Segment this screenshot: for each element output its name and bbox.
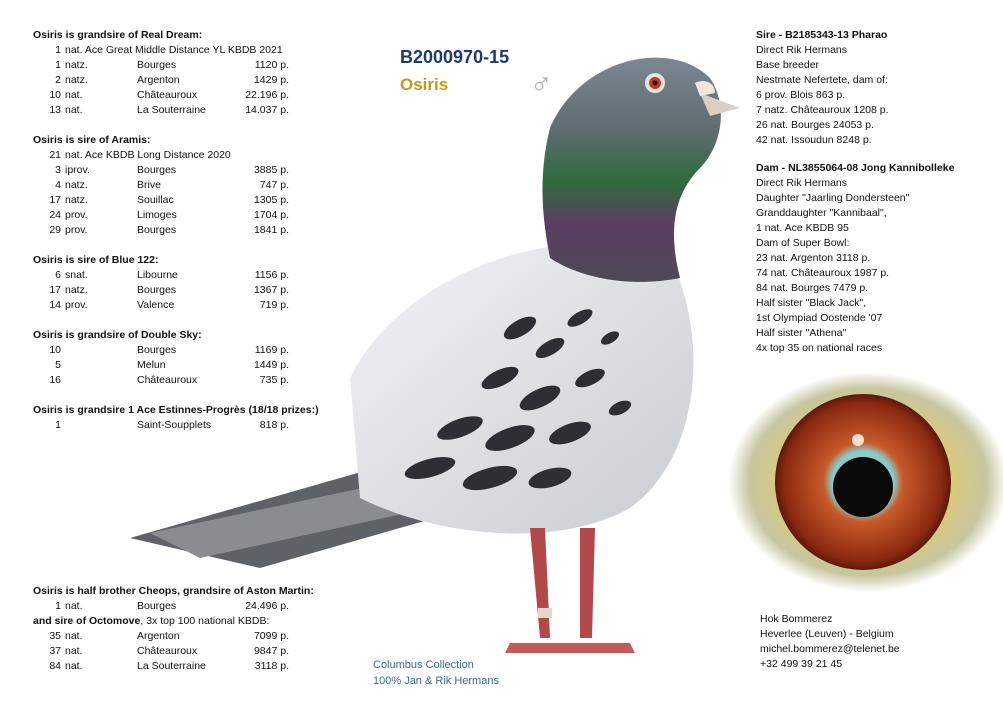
dam-line: Direct Rik Hermans <box>756 177 848 189</box>
subheading-rest: , 3x top 100 national KBDB: <box>140 615 270 627</box>
result-race: Bourges <box>137 59 177 71</box>
result-race: Bourges <box>137 284 177 296</box>
result-birds: 7099 p. <box>253 630 289 642</box>
result-level: natz. <box>65 59 88 71</box>
location: Heverlee (Leuven) - Belgium <box>760 628 894 640</box>
result-race: Argenton <box>137 630 180 642</box>
dam-line: 1 nat. Ace KBDB 95 <box>756 222 849 234</box>
dam-line: Half sister "Black Jack", <box>756 297 867 309</box>
result-level: nat. Ace KBDB Long Distance 2020 <box>65 149 231 161</box>
result-place: 29 <box>49 224 61 236</box>
result-place: 3 <box>55 164 61 176</box>
pigeon-eye-closeup <box>718 362 1003 592</box>
dam-line: Half sister "Athena" <box>756 327 847 339</box>
result-place: 21 <box>49 149 61 161</box>
section-heading: Osiris is grandsire 1 Ace Estinnes-Progrès (18/18 prizes:) <box>33 404 319 416</box>
loft-name: Hok Bommerez <box>760 613 833 625</box>
dam-heading: Dam - NL3855064-08 Jong Kannibolleke <box>756 162 955 174</box>
dam-line: 23 nat. Argenton 3118 p. <box>756 252 871 264</box>
result-race: Châteauroux <box>137 89 198 101</box>
pigeon-photo <box>110 38 750 678</box>
sire-line: 7 natz. Châteauroux 1208 p. <box>756 104 889 116</box>
sire-line: 42 nat. Issoudun 8248 p. <box>756 134 872 146</box>
result-place: 35 <box>49 630 61 642</box>
result-place: 2 <box>55 74 61 86</box>
result-race: Bourges <box>137 164 177 176</box>
result-race: Souillac <box>137 194 174 206</box>
collection-line1: Columbus Collection <box>373 659 474 671</box>
result-level: nat. <box>65 104 83 116</box>
section-heading: Osiris is half brother Cheops, grandsire of Aston Martin: <box>33 585 314 597</box>
result-birds: 1704 p. <box>253 209 289 221</box>
result-birds: 1120 p. <box>254 59 289 71</box>
result-place: 84 <box>49 660 61 672</box>
result-place: 4 <box>55 179 61 191</box>
result-race: Bourges <box>137 344 177 356</box>
result-race: Brive <box>137 179 161 191</box>
dam-lines <box>756 176 996 356</box>
result-level: nat. Ace Great Middle Distance YL KBDB 2021 <box>65 44 283 56</box>
result-place: 24 <box>49 209 61 221</box>
dam-line: Granddaughter "Kannibaal", <box>756 207 887 219</box>
result-race: La Souterraine <box>137 660 206 672</box>
sire-lines <box>756 43 996 148</box>
result-race: Limoges <box>137 209 177 221</box>
result-race: Libourne <box>137 269 178 281</box>
result-birds: 1841 p. <box>253 224 289 236</box>
result-race: Melun <box>137 359 166 371</box>
pedigree-column <box>756 28 996 356</box>
dam-line: Daughter "Jaarling Dondersteen" <box>756 192 910 204</box>
result-level: iprov. <box>65 164 90 176</box>
result-birds: 3118 p. <box>254 660 289 672</box>
result-place: 6 <box>55 269 61 281</box>
dam-line: 4x top 35 on national races <box>756 342 883 354</box>
dam-line: 74 nat. Châteauroux 1987 p. <box>756 267 890 279</box>
result-birds: 1305 p. <box>253 194 289 206</box>
dam-line: 84 nat. Bourges 7479 p. <box>756 282 869 294</box>
contact-block <box>760 612 900 672</box>
result-place: 1 <box>55 44 61 56</box>
ring-number: B2000970-15 <box>400 47 510 67</box>
result-birds: 747 p. <box>259 179 289 191</box>
dam-line: 1st Olympiad Oostende '07 <box>756 312 883 324</box>
result-level: natz. <box>65 74 88 86</box>
result-birds: 14.037 p. <box>245 104 289 116</box>
result-place: 5 <box>55 359 61 371</box>
result-birds: 9847 p. <box>253 645 289 657</box>
result-level: nat. <box>65 660 83 672</box>
result-birds: 1367 p. <box>253 284 289 296</box>
male-symbol-icon: ♂ <box>530 68 553 101</box>
result-birds: 3885 p. <box>253 164 289 176</box>
result-race: La Souterraine <box>137 104 206 116</box>
sire-line: 6 prov. Blois 863 p. <box>756 89 846 101</box>
result-birds: 1169 p. <box>254 344 289 356</box>
dam-line: Dam of Super Bowl: <box>756 237 850 249</box>
bird-name: Osiris <box>400 75 449 94</box>
result-place: 10 <box>49 344 61 356</box>
result-place: 1 <box>55 419 61 431</box>
result-level: natz. <box>65 179 88 191</box>
result-level: nat. <box>65 600 83 612</box>
result-level: nat. <box>65 89 83 101</box>
section-heading: Osiris is grandsire of Real Dream: <box>33 29 203 41</box>
sire-line: 26 nat. Bourges 24053 p. <box>756 119 874 131</box>
result-place: 1 <box>55 600 61 612</box>
section-heading: Osiris is sire of Aramis: <box>33 134 151 146</box>
result-race: Châteauroux <box>137 645 198 657</box>
phone: +32 499 39 21 45 <box>760 658 843 670</box>
result-race: Châteauroux <box>137 374 198 386</box>
result-place: 14 <box>49 299 61 311</box>
result-level: natz. <box>65 194 88 206</box>
result-birds: 719 p. <box>259 299 289 311</box>
result-birds: 818 p. <box>259 419 289 431</box>
result-level: nat. <box>65 645 83 657</box>
result-race: Saint-Soupplets <box>137 419 212 431</box>
sire-line: Direct Rik Hermans <box>756 44 848 56</box>
email: michel.bommerez@telenet.be <box>760 643 900 655</box>
result-place: 16 <box>49 374 61 386</box>
result-birds: 735 p. <box>259 374 289 386</box>
sire-line: Nestmate Nefertete, dam of: <box>756 74 888 86</box>
result-birds: 22.196 p. <box>245 89 289 101</box>
result-birds: 1156 p. <box>254 269 289 281</box>
sire-line: Base breeder <box>756 59 820 71</box>
result-level: prov. <box>65 224 88 236</box>
result-level: natz. <box>65 284 88 296</box>
result-level: prov. <box>65 209 88 221</box>
section-heading: Osiris is sire of Blue 122: <box>33 254 159 266</box>
result-place: 37 <box>49 645 61 657</box>
collection-line2: 100% Jan & Rik Hermans <box>373 675 499 687</box>
result-race: Valence <box>137 299 175 311</box>
result-place: 17 <box>49 284 61 296</box>
result-race: Bourges <box>137 600 177 612</box>
result-race: Argenton <box>137 74 180 86</box>
result-place: 17 <box>49 194 61 206</box>
result-place: 10 <box>49 89 61 101</box>
result-race: Bourges <box>137 224 177 236</box>
result-level: nat. <box>65 630 83 642</box>
result-birds: 24.496 p. <box>245 600 289 612</box>
result-place: 1 <box>55 59 61 71</box>
result-place: 13 <box>49 104 61 116</box>
result-level: snat. <box>65 269 88 281</box>
collection-block <box>373 657 499 689</box>
section-heading: Osiris is grandsire of Double Sky: <box>33 329 202 341</box>
sire-heading: Sire - B2185343-13 Pharao <box>756 29 888 41</box>
subheading-bold: and sire of Octomove <box>33 615 141 627</box>
result-birds: 1449 p. <box>253 359 289 371</box>
result-level: prov. <box>65 299 88 311</box>
result-birds: 1429 p. <box>253 74 289 86</box>
